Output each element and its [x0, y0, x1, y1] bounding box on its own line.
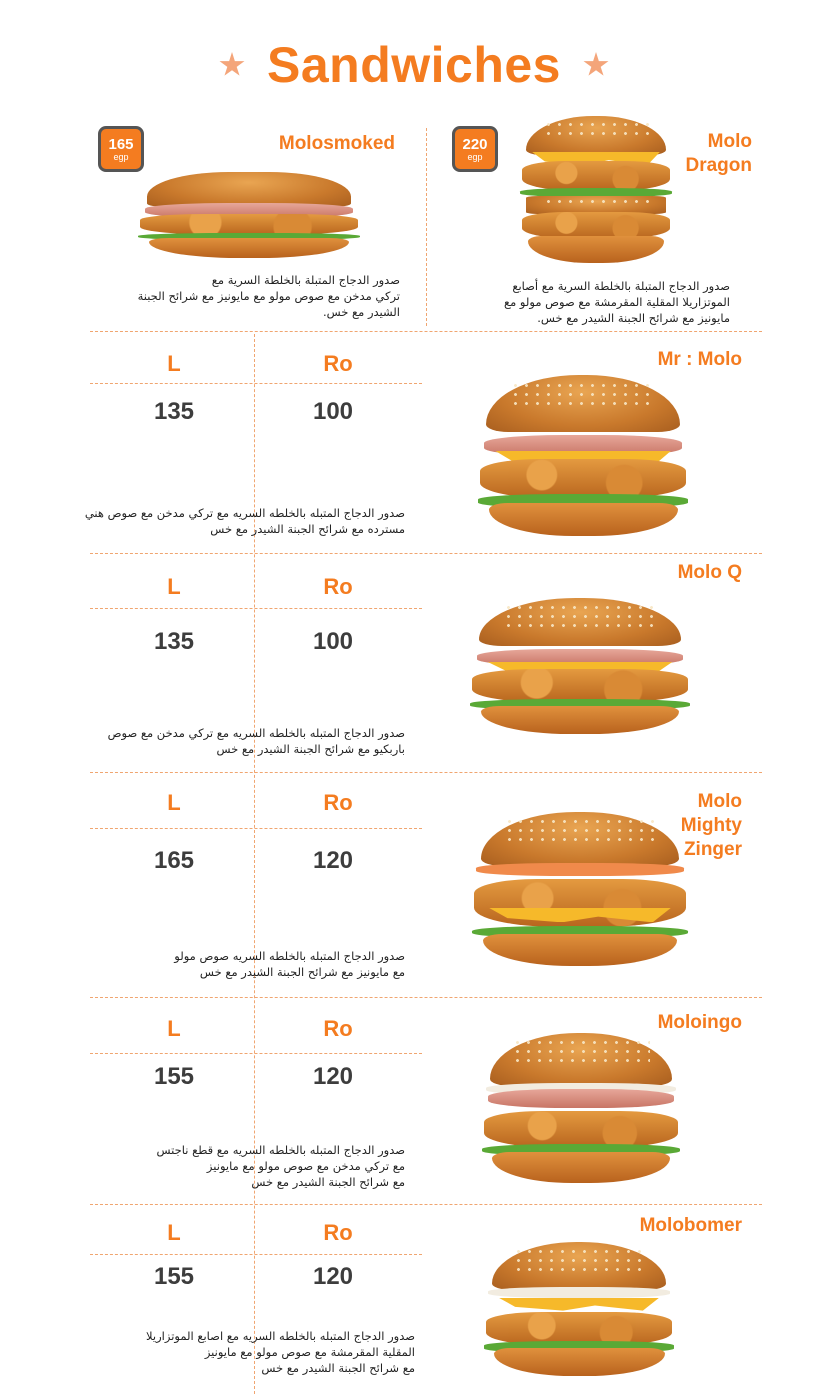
- description-line: صدور الدجاج المتبلة بالخلطة السرية مع أصابع: [512, 279, 730, 293]
- description-line: صدور الدجاج المتبلة بالخلطة السرية مع: [211, 273, 400, 287]
- section-divider: [90, 553, 762, 554]
- description-line: صدور الدجاج المتبله بالخلطه السريه مع قطع ناجتس: [156, 1143, 405, 1157]
- description-line: مع شرائح الجبنة الشيدر مع خس: [261, 1361, 415, 1375]
- item-name: [230, 132, 395, 156]
- description-line: مع شرائح الجبنة الشيدر مع خس: [251, 1175, 405, 1189]
- sandwich-image: [478, 375, 688, 543]
- item-description: [50, 948, 405, 980]
- size-label-regular: Ro: [323, 574, 353, 599]
- row-divider: [90, 383, 422, 384]
- size-label-regular: Ro: [323, 351, 353, 376]
- price-large: 135: [153, 398, 195, 425]
- description-line: باربكيو مع شرائح الجبنة الشيدر مع خس: [216, 742, 405, 756]
- section-divider: [90, 331, 762, 332]
- price-regular: 100: [312, 398, 354, 425]
- description-line: مع مايونيز مع شرائح الجبنة الشيدر مع خس: [199, 965, 405, 979]
- row-divider: [90, 1254, 422, 1255]
- price-large: 135: [153, 628, 195, 655]
- item-name: [660, 130, 752, 178]
- item-description: [50, 725, 405, 757]
- currency-label: egp: [467, 151, 483, 162]
- price-value: 220: [462, 135, 488, 153]
- featured-divider: [426, 128, 427, 326]
- currency-label: egp: [113, 151, 129, 162]
- price-large: 165: [153, 847, 195, 874]
- price-badge: [98, 126, 144, 172]
- sandwich-image: [484, 1242, 674, 1382]
- item-name-text: Molo Q: [677, 562, 742, 583]
- price-regular: 120: [312, 847, 354, 874]
- price-regular: 100: [312, 628, 354, 655]
- row-divider: [90, 1053, 422, 1054]
- description-line: مايونيز مع شرائح الجبنة الشيدر مع خس.: [537, 311, 730, 325]
- row-divider: [90, 828, 422, 829]
- price-regular: 120: [312, 1263, 354, 1290]
- item-name-text: Moloingo: [657, 1012, 742, 1033]
- star-icon: [219, 52, 245, 78]
- description-line: الموتزاريلا المقلية المقرمشة مع صوص مولو مع: [504, 295, 730, 309]
- size-label-regular: Ro: [323, 790, 353, 815]
- row-divider: [90, 608, 422, 609]
- price-regular: 120: [312, 1063, 354, 1090]
- size-label-large: L: [167, 790, 181, 815]
- section-divider: [90, 1204, 762, 1205]
- item-name-text: Molosmoked: [278, 133, 395, 154]
- description-line: تركي مدخن مع صوص مولو مع مايونيز مع شرائح الجبنة: [137, 289, 400, 303]
- section-divider: [90, 772, 762, 773]
- description-line: مسترده مع شرائح الجبنة الشيدر مع خس: [210, 522, 405, 536]
- description-line: مع تركي مدخن مع صوص مولو مع مايونيز: [206, 1159, 405, 1173]
- price-value: 165: [108, 135, 134, 153]
- item-name-text: Dragon: [685, 155, 752, 176]
- description-line: صدور الدجاج المتبله بالخلطه السريه مع اصابع الموتزاريلا: [146, 1329, 415, 1343]
- menu-header: [0, 30, 828, 100]
- description-line: الشيدر مع خس.: [322, 305, 400, 319]
- item-name-text: Molo: [707, 131, 752, 152]
- item-name: [560, 561, 742, 585]
- description-line: صدور الدجاج المتبله بالخلطه السريه مع تركي مدخن مع صوص هني: [84, 506, 405, 520]
- item-description: [50, 505, 405, 537]
- item-name: [560, 1214, 742, 1238]
- size-label-regular: Ro: [323, 1220, 353, 1245]
- item-description: [440, 278, 730, 326]
- description-line: صدور الدجاج المتبله بالخلطه السريه صوص مولو: [174, 949, 405, 963]
- sandwich-image: [138, 172, 360, 264]
- item-description: [50, 1328, 415, 1376]
- size-label-large: L: [167, 351, 181, 376]
- description-line: صدور الدجاج المتبله بالخلطه السريه مع تركي مدخن مع صوص: [107, 726, 405, 740]
- sandwich-image: [472, 812, 688, 972]
- price-large: 155: [153, 1063, 195, 1090]
- item-name-text: Mr : Molo: [657, 349, 742, 370]
- item-description: [50, 1142, 405, 1190]
- price-badge: [452, 126, 498, 172]
- page-title: Sandwiches: [267, 37, 561, 93]
- price-large: 155: [153, 1263, 195, 1290]
- description-line: المقلية المقرمشة مع صوص مولو مع مايونيز: [204, 1345, 415, 1359]
- item-name-text: Molobomer: [639, 1215, 742, 1236]
- size-label-large: L: [167, 1220, 181, 1245]
- item-name-text: Mighty: [680, 815, 742, 836]
- item-name-text: Molo: [697, 791, 742, 812]
- sandwich-image: [482, 1033, 680, 1189]
- size-label-large: L: [167, 1016, 181, 1041]
- star-icon: [583, 52, 609, 78]
- price-column-divider: [254, 334, 255, 1394]
- item-name: [560, 1011, 742, 1035]
- section-divider: [90, 997, 762, 998]
- item-description: [100, 272, 400, 320]
- size-label-regular: Ro: [323, 1016, 353, 1041]
- sandwich-image: [520, 116, 672, 266]
- item-name-text: Zinger: [683, 839, 742, 860]
- item-name: [560, 348, 742, 372]
- sandwich-image: [470, 598, 690, 740]
- size-label-large: L: [167, 574, 181, 599]
